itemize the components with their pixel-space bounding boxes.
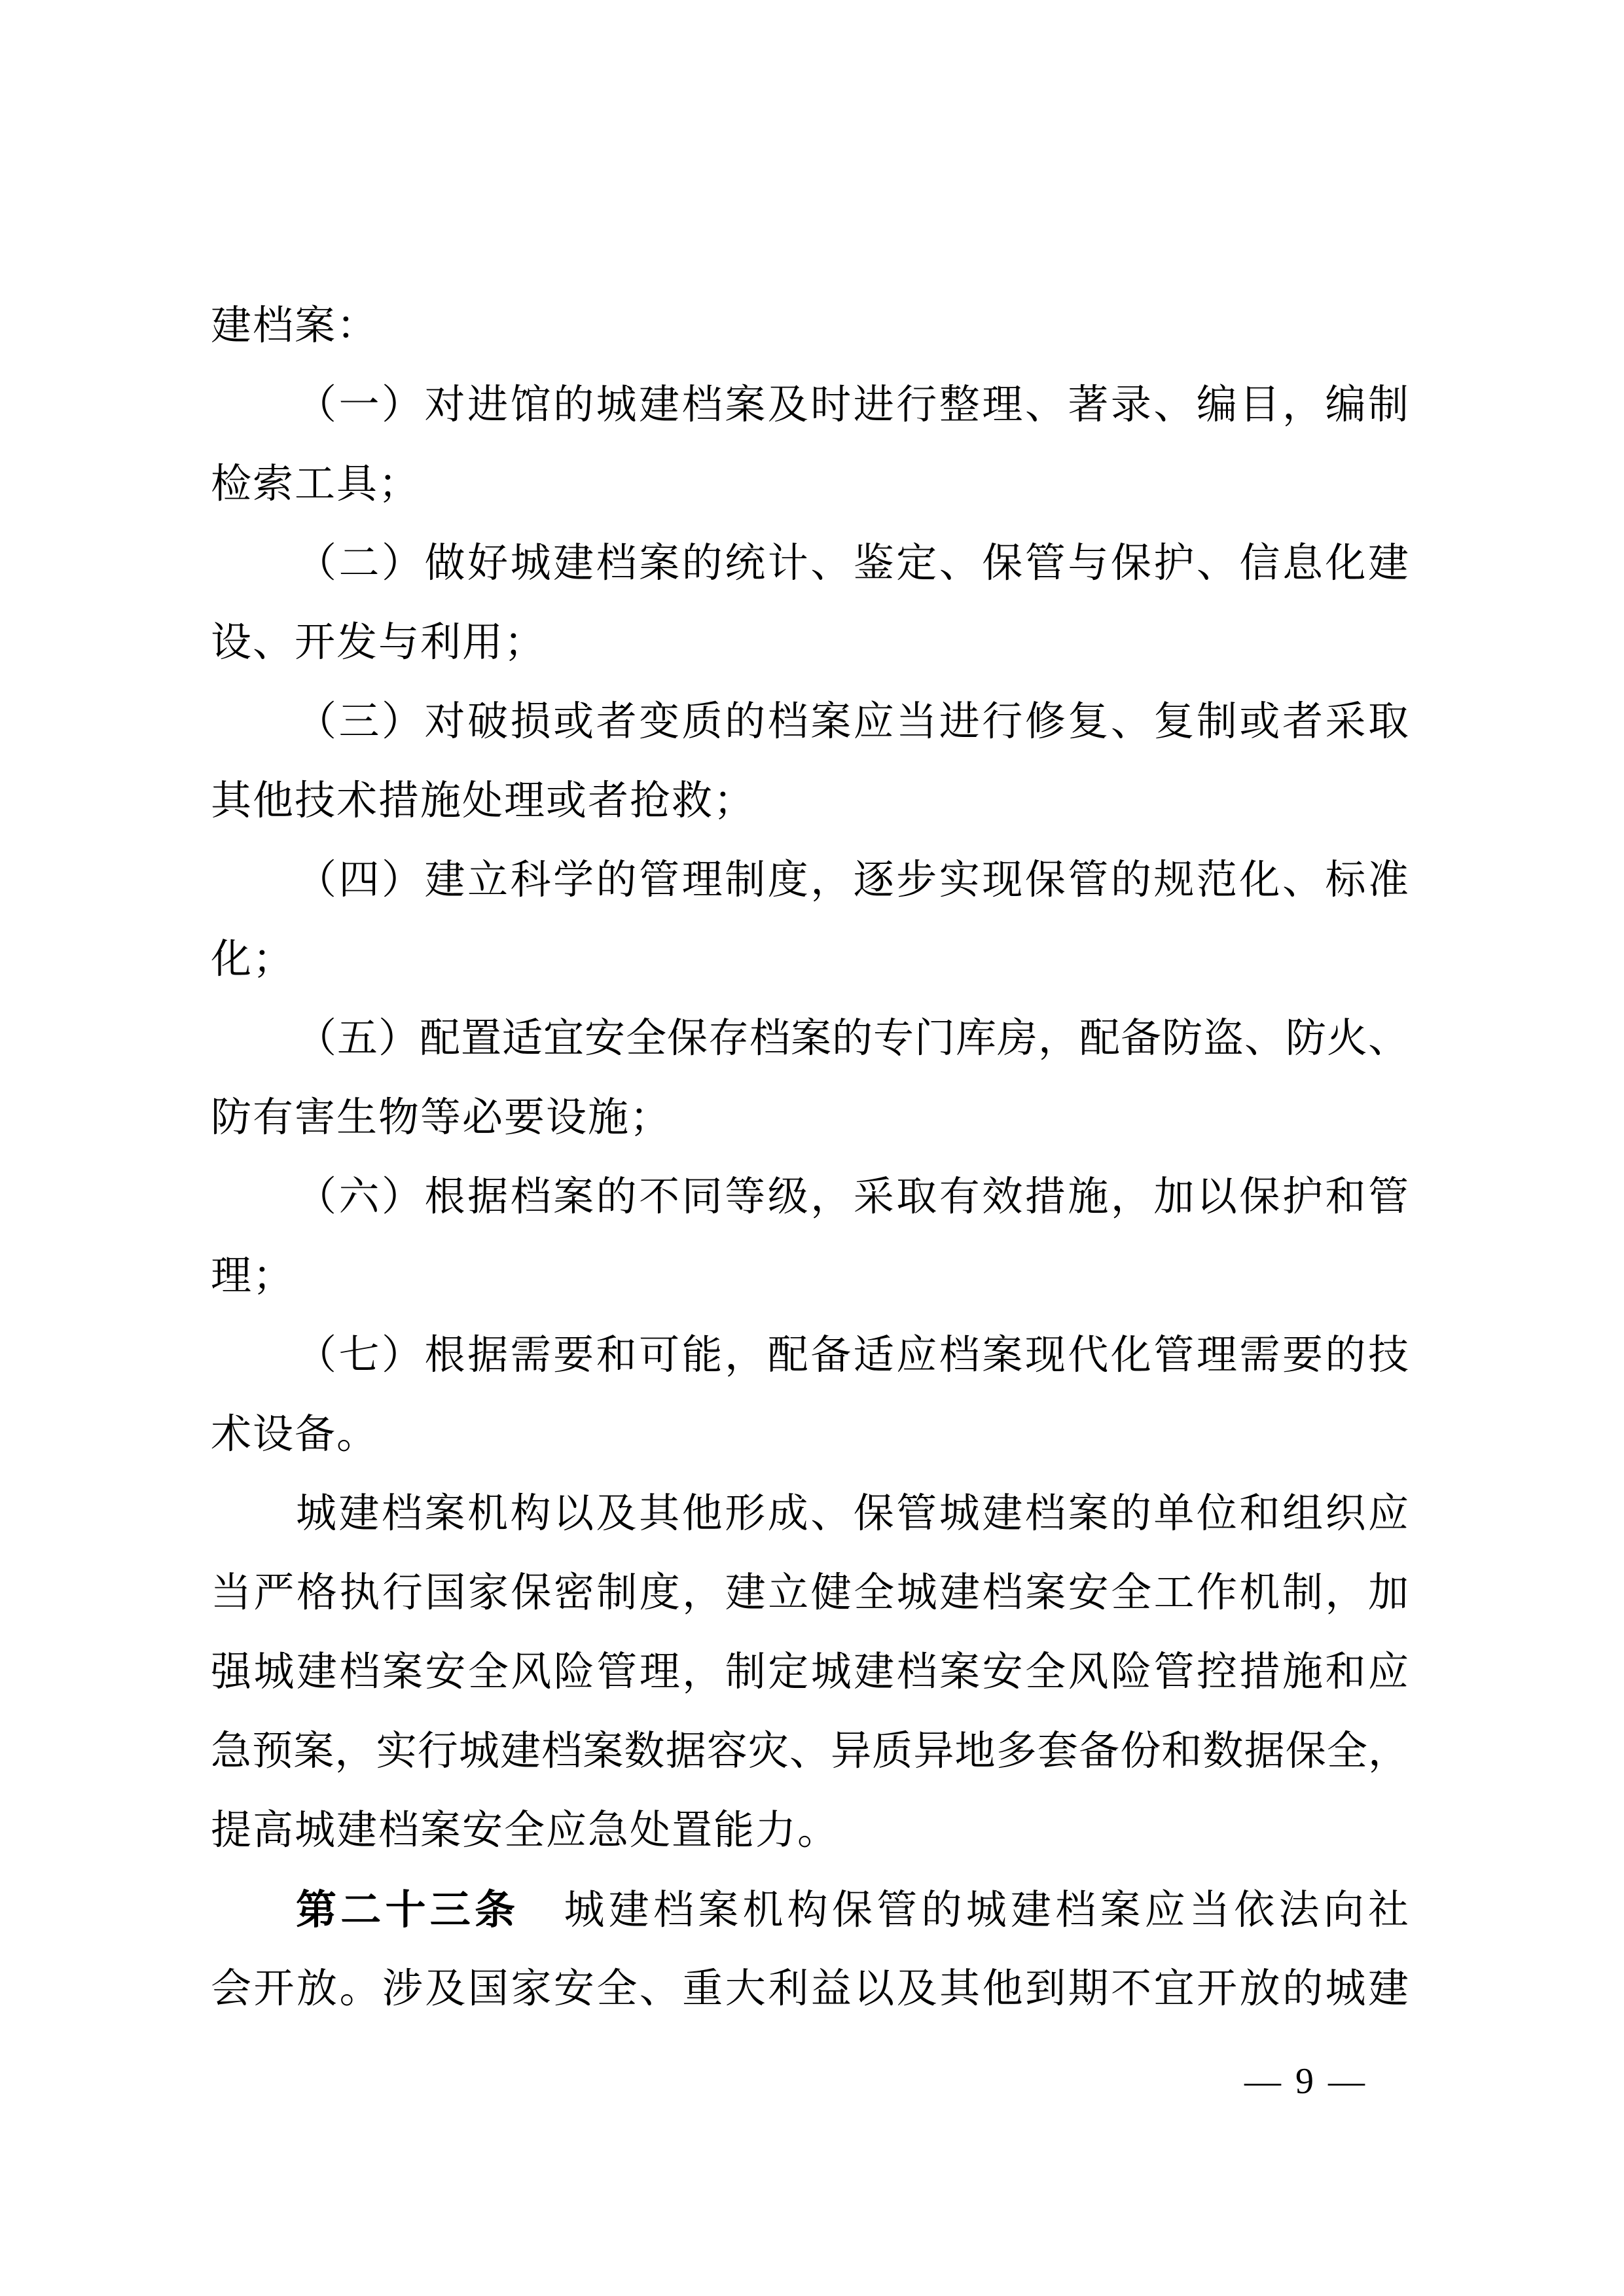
page-number: — 9 — (1244, 2061, 1367, 2102)
text-line: （二）做好城建档案的统计、鉴定、保管与保护、信息化建 (296, 541, 1409, 586)
text-line: （七）根据需要和可能，配备适应档案现代化管理需要的技 (296, 1333, 1409, 1378)
text-line: 当严格执行国家保密制度，建立健全城建档案安全工作机制，加 (211, 1571, 1409, 1615)
text-line: 强城建档案安全风险管理，制定城建档案安全风险管控措施和应 (211, 1650, 1409, 1695)
text-line: 会开放。涉及国家安全、重大利益以及其他到期不宜开放的城建 (211, 1967, 1409, 2011)
text-line: 第二十三条 城建档案机构保管的城建档案应当依法向社 (296, 1888, 1409, 1933)
text-line: 术设备。 (211, 1412, 379, 1457)
text-line: 建档案： (211, 304, 379, 348)
text-line: 防有害生物等必要设施； (211, 1096, 672, 1140)
text-line: （三）对破损或者变质的档案应当进行修复、复制或者采取 (296, 700, 1409, 744)
text-line: 城建档案机构以及其他形成、保管城建档案的单位和组织应 (296, 1492, 1409, 1536)
article-heading-bold: 第二十三条 (296, 1888, 520, 1933)
document-body-text (211, 287, 1409, 2029)
text-line: 提高城建档案安全应急处置能力。 (211, 1808, 840, 1853)
text-line: 急预案，实行城建档案数据容灾、异质异地多套备份和数据保全， (211, 1729, 1409, 1774)
text-line: 其他技术措施处理或者抢救； (211, 779, 756, 823)
text-line: 检索工具； (211, 462, 421, 507)
text-line: 理； (211, 1254, 295, 1299)
text-line: （四）建立科学的管理制度，逐步实现保管的规范化、标准 (296, 858, 1409, 903)
text-line: 设、开发与利用； (211, 620, 547, 665)
text-line: （一）对进馆的城建档案及时进行整理、著录、编目，编制 (296, 383, 1409, 427)
text-line: （五）配置适宜安全保存档案的专门库房，配备防盗、防火、 (296, 1016, 1409, 1061)
text-line: 化； (211, 937, 295, 982)
text-line: （六）根据档案的不同等级，采取有效措施，加以保护和管 (296, 1175, 1409, 1219)
